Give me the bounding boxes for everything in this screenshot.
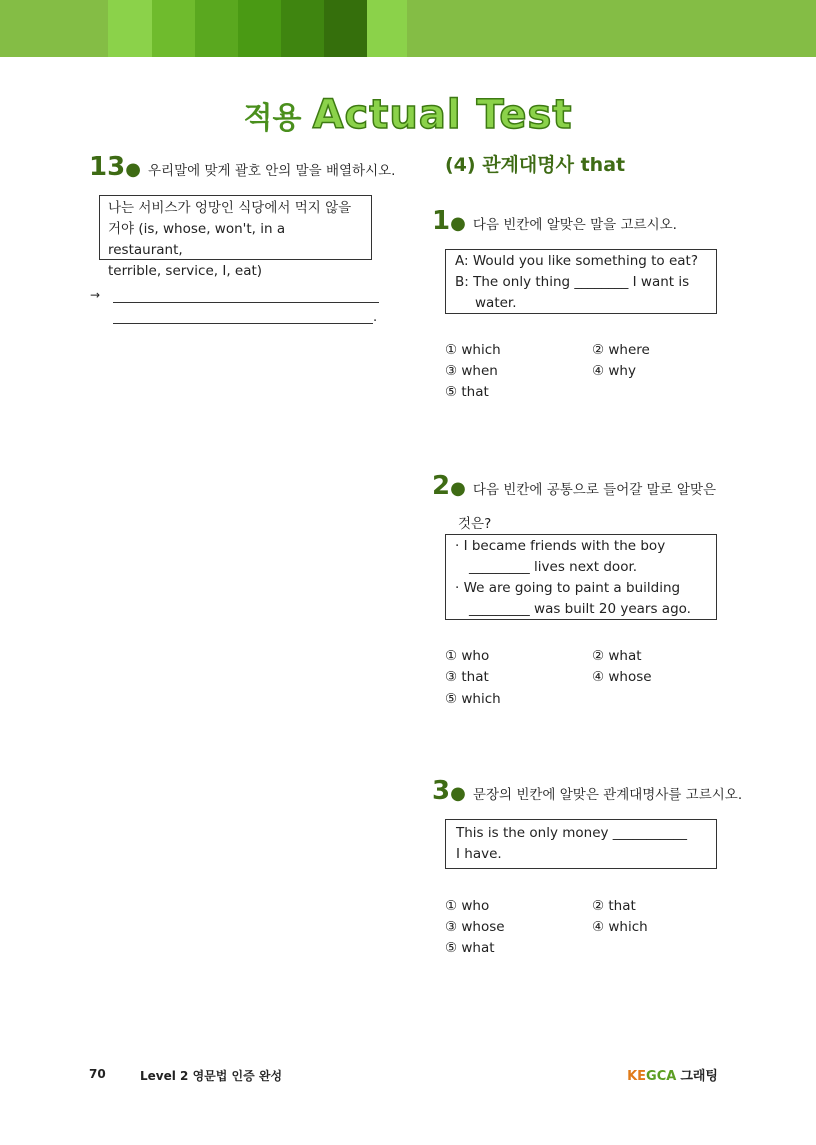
question-1: [432, 206, 677, 236]
question-1-option-1[interactable]: ① which: [445, 342, 501, 358]
question-13-box-line-1: 나는 서비스가 엉망인 식당에서 먹지 않을: [108, 200, 352, 216]
question-3-text: 문장의 빈칸에 알맞은 관계대명사를 고르시오.: [472, 787, 743, 803]
brand-gca: GCA: [646, 1069, 677, 1084]
question-1-number: 1●: [432, 206, 466, 236]
question-1-text: 다음 빈칸에 알맞은 말을 고르시오.: [472, 217, 677, 233]
question-2-option-3[interactable]: ③ that: [445, 669, 489, 685]
brand-logo: [627, 1065, 718, 1084]
question-3-option-3[interactable]: ③ whose: [445, 919, 505, 935]
banner-block-5: [281, 0, 324, 57]
question-13-text: 우리말에 맞게 괄호 안의 말을 배열하시오.: [148, 163, 396, 179]
question-2-option-2[interactable]: ② what: [592, 648, 642, 664]
question-2-box-line-4: _________ was built 20 years ago.: [469, 601, 691, 617]
question-2-box-line-3: · We are going to paint a building: [455, 580, 681, 596]
question-2: [432, 471, 716, 501]
section-title: (4) 관계대명사 that: [445, 154, 626, 176]
answer-arrow: →: [90, 288, 101, 302]
answer-line-2[interactable]: [113, 323, 373, 324]
brand-sub: 그래팅: [680, 1069, 718, 1084]
banner-block-4: [238, 0, 281, 57]
answer-line-1[interactable]: [113, 302, 379, 303]
question-2-box: [445, 534, 717, 620]
question-13-box: [99, 195, 372, 279]
banner-block-6: [324, 0, 367, 57]
question-1-option-5[interactable]: ⑤ that: [445, 384, 489, 400]
book-title: Level 2 영문법 인증 완성: [140, 1069, 283, 1083]
title-english: Actual Test: [312, 92, 573, 138]
page-number: 70: [89, 1067, 106, 1081]
question-2-option-4[interactable]: ④ whose: [592, 669, 652, 685]
question-1-box-line-3: water.: [475, 295, 517, 311]
question-2-box-line-1: · I became friends with the boy: [455, 538, 666, 554]
banner-block-3: [195, 0, 238, 57]
question-3: [432, 776, 742, 806]
question-3-option-4[interactable]: ④ which: [592, 919, 648, 935]
question-3-number: 3●: [432, 776, 466, 806]
question-3-option-5[interactable]: ⑤ what: [445, 940, 495, 956]
question-1-option-3[interactable]: ③ when: [445, 363, 498, 379]
question-2-box-line-2: _________ lives next door.: [469, 559, 638, 575]
question-3-option-1[interactable]: ① who: [445, 898, 490, 914]
banner-block-2: [152, 0, 195, 57]
question-3-box: [445, 819, 717, 869]
brand-ke: KE: [627, 1069, 647, 1084]
question-1-box-line-1: A: Would you like something to eat?: [455, 253, 698, 269]
question-3-option-2[interactable]: ② that: [592, 898, 636, 914]
page-title: [0, 92, 816, 138]
question-2-text-line-1: 다음 빈칸에 공통으로 들어갈 말로 알맞은: [472, 482, 717, 498]
title-korean: 적용: [243, 101, 302, 136]
top-banner: [0, 0, 816, 57]
banner-block-7: [367, 0, 407, 57]
question-2-text-line-2: 것은?: [458, 516, 492, 532]
question-2-option-5[interactable]: ⑤ which: [445, 691, 501, 707]
question-2-number: 2●: [432, 471, 466, 501]
question-1-option-4[interactable]: ④ why: [592, 363, 636, 379]
question-3-box-line-1: This is the only money ___________: [456, 825, 688, 841]
banner-block-1: [108, 0, 152, 57]
question-13: [89, 152, 395, 182]
question-13-number: 13●: [89, 152, 141, 182]
question-2-option-1[interactable]: ① who: [445, 648, 490, 664]
question-1-option-2[interactable]: ② where: [592, 342, 650, 358]
question-1-box-line-2: B: The only thing ________ I want is: [455, 274, 690, 290]
question-13-box-line-3: terrible, service, I, eat): [108, 263, 263, 279]
answer-period: .: [373, 310, 378, 325]
question-13-box-line-2: 거야 (is, whose, won't, in a restaurant,: [108, 221, 286, 258]
question-3-box-line-2: I have.: [456, 846, 502, 862]
question-1-box: [445, 249, 717, 314]
